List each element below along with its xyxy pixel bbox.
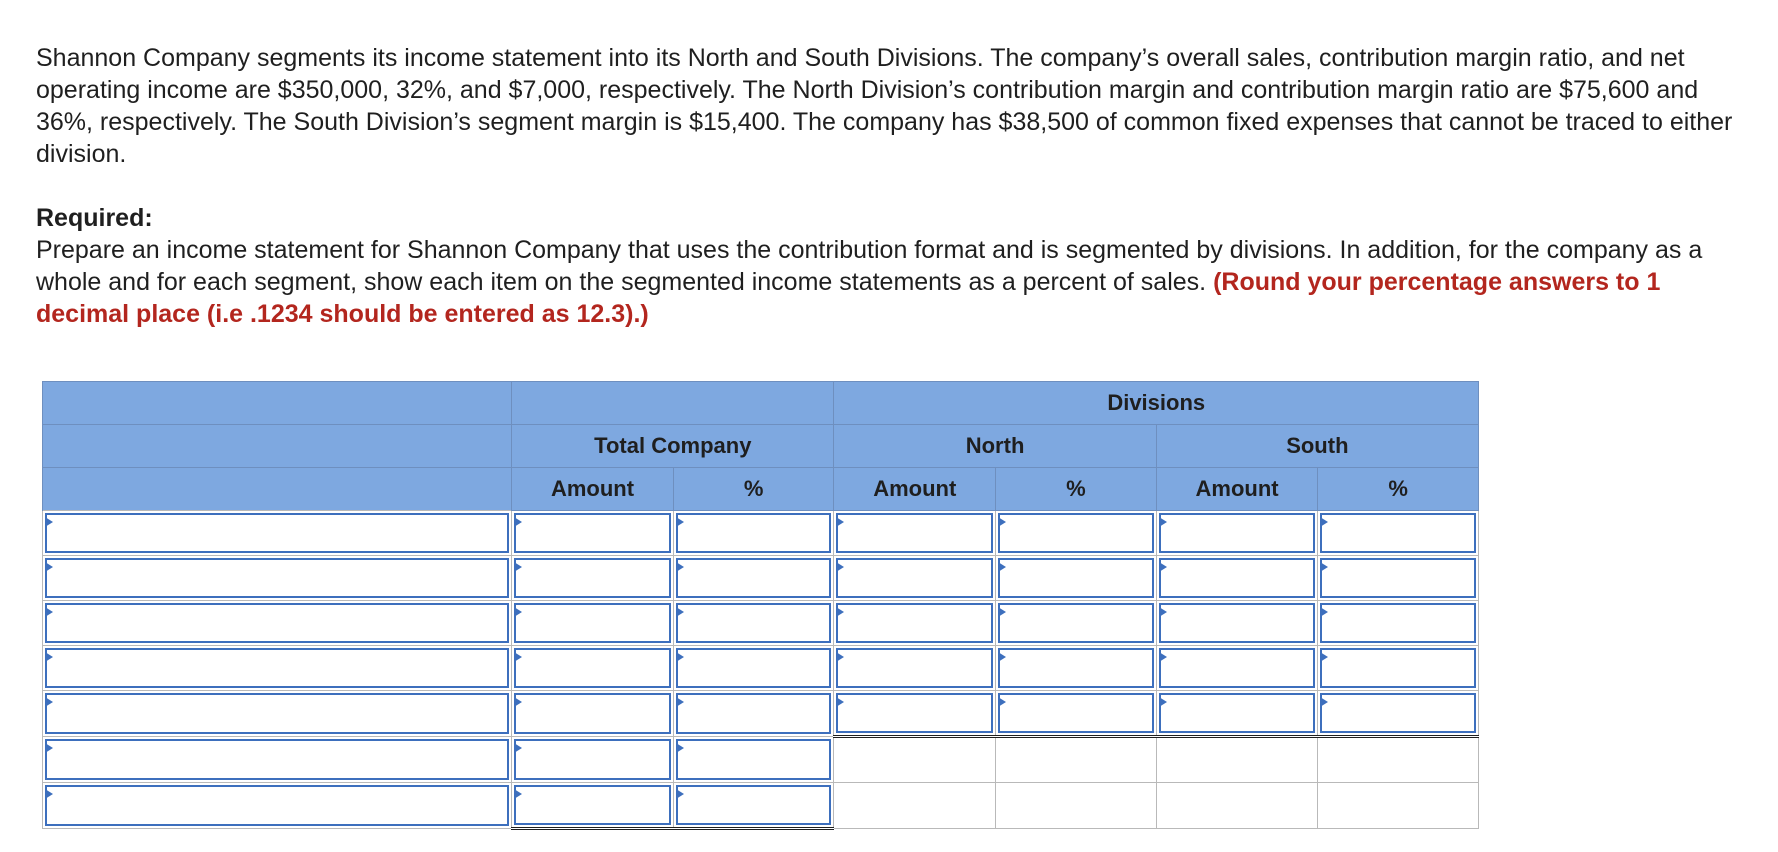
north-amount-input[interactable] xyxy=(836,558,993,598)
south-amount-input[interactable] xyxy=(1159,648,1316,688)
row-label-input[interactable] xyxy=(45,648,509,688)
total-percent-input[interactable] xyxy=(676,739,832,780)
row-label-input[interactable] xyxy=(45,693,509,734)
table-row xyxy=(43,691,1479,737)
header-total-percent: % xyxy=(673,468,834,511)
total-percent-input[interactable] xyxy=(676,603,832,643)
total-amount-input[interactable] xyxy=(514,739,671,780)
required-label: Required: xyxy=(36,204,153,232)
header-south: South xyxy=(1156,425,1478,468)
rounding-note: (Round your percentage answers to 1 decimal place (i.e .1234 should be entered as 12.3).) xyxy=(36,268,1661,328)
row-label-input[interactable] xyxy=(45,513,509,553)
total-percent-input[interactable] xyxy=(676,693,832,734)
south-percent-input[interactable] xyxy=(1320,558,1476,598)
required-body: Prepare an income statement for Shannon Company that uses the contribution format and is segmented by divisions. In addition, for the company as a whole and for each segment, show each item on the segmented income statements as a percent of sales. xyxy=(36,236,1703,296)
table-row xyxy=(43,511,1479,556)
income-statement-table xyxy=(42,381,1479,830)
north-amount-input[interactable] xyxy=(836,648,993,688)
south-percent-input[interactable] xyxy=(1320,513,1476,553)
south-amount-input[interactable] xyxy=(1159,513,1316,553)
empty-cell xyxy=(1318,737,1479,783)
south-percent-input[interactable] xyxy=(1320,603,1476,643)
empty-cell xyxy=(834,783,996,829)
north-amount-input[interactable] xyxy=(836,513,993,553)
empty-cell xyxy=(834,737,996,783)
header-north: North xyxy=(834,425,1156,468)
north-percent-input[interactable] xyxy=(998,603,1154,643)
empty-cell xyxy=(996,737,1157,783)
north-percent-input[interactable] xyxy=(998,558,1154,598)
total-amount-input[interactable] xyxy=(514,603,671,643)
total-amount-input[interactable] xyxy=(514,693,671,734)
row-label-input[interactable] xyxy=(45,739,509,780)
total-amount-input[interactable] xyxy=(514,785,671,825)
south-amount-input[interactable] xyxy=(1159,558,1316,598)
row-label-input[interactable] xyxy=(45,558,509,598)
header-south-amount: Amount xyxy=(1156,468,1318,511)
empty-cell xyxy=(1156,737,1318,783)
header-blank-3 xyxy=(43,468,512,511)
empty-cell xyxy=(1156,783,1318,829)
table-row xyxy=(43,737,1479,783)
header-blank-2 xyxy=(43,425,512,468)
north-percent-input[interactable] xyxy=(998,648,1154,688)
total-percent-input[interactable] xyxy=(676,785,832,825)
problem-intro: Shannon Company segments its income statement into its North and South Divisions. The company’s overall sales, contribution margin ratio, and net operating income are $350,000, 32%, and $7,000, respectively. The North Division’s contribution margin and contribution margin ratio are $75,600 and 36%, respectively. The South Division’s segment margin is $15,400. The company has $38,500 of common fixed expenses that cannot be traced to either division. xyxy=(36,44,1733,168)
header-total-company: Total Company xyxy=(512,425,834,468)
table-row xyxy=(43,783,1479,829)
row-label-input[interactable] xyxy=(45,603,509,643)
table-row xyxy=(43,646,1479,691)
total-amount-input[interactable] xyxy=(514,558,671,598)
total-percent-input[interactable] xyxy=(676,513,832,553)
problem-text xyxy=(36,42,1756,330)
north-amount-input[interactable] xyxy=(836,693,993,733)
header-north-amount: Amount xyxy=(834,468,996,511)
north-percent-input[interactable] xyxy=(998,513,1154,553)
total-percent-input[interactable] xyxy=(676,648,832,688)
total-percent-input[interactable] xyxy=(676,558,832,598)
empty-cell xyxy=(996,783,1157,829)
south-amount-input[interactable] xyxy=(1159,693,1316,733)
south-percent-input[interactable] xyxy=(1320,693,1476,733)
table-row xyxy=(43,601,1479,646)
header-south-percent: % xyxy=(1318,468,1479,511)
total-amount-input[interactable] xyxy=(514,513,671,553)
north-percent-input[interactable] xyxy=(998,693,1154,733)
south-amount-input[interactable] xyxy=(1159,603,1316,643)
table-row xyxy=(43,556,1479,601)
south-percent-input[interactable] xyxy=(1320,648,1476,688)
header-divisions: Divisions xyxy=(834,382,1479,425)
total-amount-input[interactable] xyxy=(514,648,671,688)
required-text xyxy=(36,234,1756,330)
north-amount-input[interactable] xyxy=(836,603,993,643)
empty-cell xyxy=(1318,783,1479,829)
row-label-input[interactable] xyxy=(45,785,509,826)
header-total-amount: Amount xyxy=(512,468,674,511)
header-blank xyxy=(43,382,512,425)
header-north-percent: % xyxy=(996,468,1157,511)
header-total-blank xyxy=(512,382,834,425)
